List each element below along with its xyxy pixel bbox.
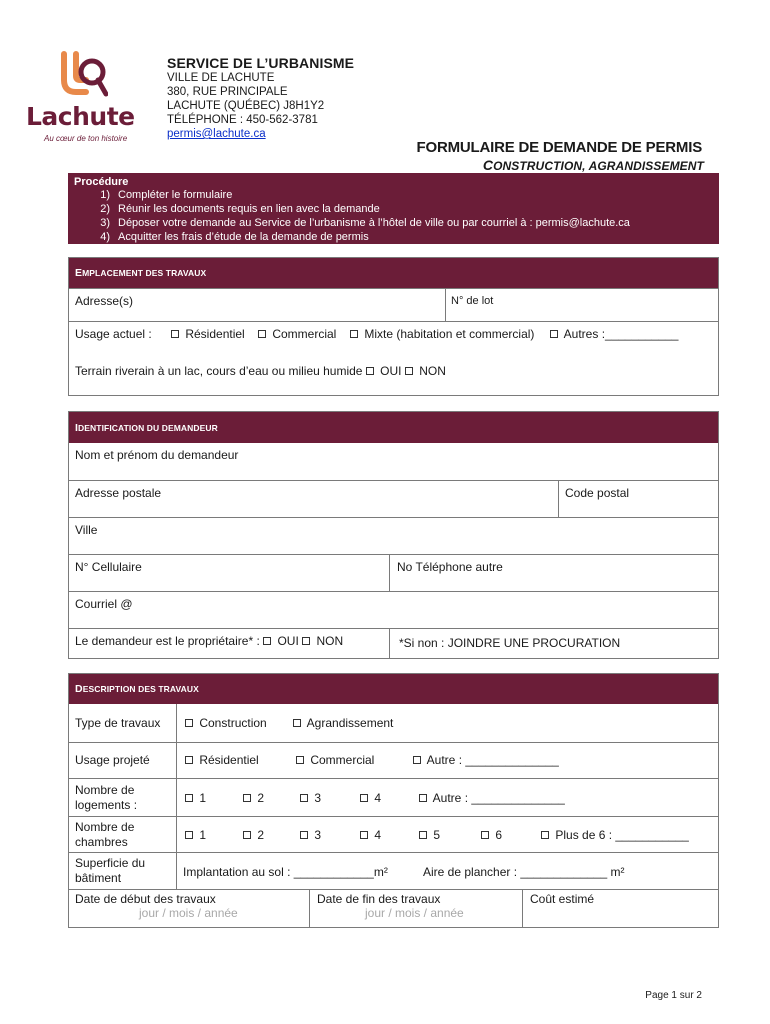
label-line: Nombre de — [75, 783, 135, 797]
bedrooms-label — [75, 820, 134, 850]
dwellings-3-checkbox[interactable] — [300, 791, 321, 805]
type-agrandissement-checkbox[interactable] — [293, 716, 393, 730]
step-number: 1) — [100, 189, 110, 201]
option-label: OUI — [380, 364, 402, 378]
label-line: chambres — [75, 835, 128, 849]
step-text: Acquitter les frais d’étude de la demande de permis — [118, 231, 369, 243]
checkbox-icon — [293, 719, 301, 727]
bedrooms-1-checkbox[interactable] — [185, 828, 206, 842]
section-description — [68, 673, 719, 928]
option-label: OUI — [277, 634, 299, 648]
option-label: Plus de 6 : ___________ — [555, 828, 689, 842]
checkbox-icon — [171, 330, 179, 338]
riverain-yes-checkbox[interactable] — [366, 364, 402, 378]
step-number: 3) — [100, 217, 110, 229]
checkbox-icon — [413, 756, 421, 764]
dwellings-label — [75, 783, 137, 813]
checkbox-icon — [550, 330, 558, 338]
checkbox-icon — [366, 367, 374, 375]
page-number: Page 1 sur 2 — [645, 990, 702, 1001]
option-label: NON — [419, 364, 446, 378]
address-field[interactable]: Adresse(s) — [75, 294, 134, 308]
start-date-label: Date de début des travaux — [75, 892, 216, 906]
section-header-description — [69, 674, 718, 704]
option-label: Autre : ______________ — [426, 753, 559, 767]
option-label: Commercial — [272, 327, 337, 341]
step-text: Réunir les documents requis en lien avec la demande — [118, 203, 380, 215]
row-type — [69, 704, 718, 742]
header-initial: E — [75, 267, 83, 279]
option-label: Mixte (habitation et commercial) — [364, 327, 535, 341]
estimated-cost-field[interactable]: Coût estimé — [530, 892, 595, 906]
ground-area-field[interactable]: Implantation au sol : ____________m² — [183, 865, 388, 879]
cell-phone-field[interactable]: N° Cellulaire — [75, 560, 142, 574]
service-line-street: 380, RUE PRINCIPALE — [167, 86, 288, 98]
procedure-box — [68, 173, 719, 244]
usage-residential-checkbox[interactable] — [171, 327, 245, 341]
checkbox-icon — [185, 756, 193, 764]
service-email-link[interactable]: permis@lachute.ca — [167, 128, 266, 140]
label-line: logements : — [75, 798, 138, 812]
dwellings-other-checkbox[interactable] — [419, 791, 565, 805]
planned-usage-label: Usage projeté — [75, 753, 150, 767]
usage-label: Usage actuel : — [75, 327, 152, 341]
checkbox-icon — [541, 831, 549, 839]
service-info — [167, 55, 354, 141]
owner-no-checkbox[interactable] — [302, 634, 343, 648]
option-label: 4 — [374, 828, 382, 842]
planned-other-checkbox[interactable] — [413, 753, 559, 767]
checkbox-icon — [300, 831, 308, 839]
planned-residential-checkbox[interactable] — [185, 753, 259, 767]
option-label: Autres :___________ — [563, 327, 679, 341]
bedrooms-4-checkbox[interactable] — [360, 828, 381, 842]
checkbox-icon — [302, 637, 310, 645]
header-text: ESCRIPTION DES TRAVAUX — [82, 684, 199, 694]
option-label: 5 — [433, 828, 441, 842]
dwellings-2-checkbox[interactable] — [243, 791, 264, 805]
row-owner — [69, 628, 718, 659]
option-label: NON — [316, 634, 344, 648]
step-number: 4) — [100, 231, 110, 243]
usage-commercial-checkbox[interactable] — [258, 327, 336, 341]
option-label: Commercial — [310, 753, 375, 767]
row-usage — [69, 321, 718, 357]
section-demandeur — [68, 411, 719, 659]
logo-tagline: Au cœur de ton histoire — [44, 134, 128, 143]
checkbox-icon — [296, 756, 304, 764]
label-line: Nombre de — [75, 820, 135, 834]
service-line-phone: TÉLÉPHONE : 450-562-3781 — [167, 114, 318, 126]
end-date-field[interactable]: jour / mois / année — [365, 906, 464, 920]
step-number: 2) — [100, 203, 110, 215]
row-address — [69, 288, 718, 321]
procedure-title: Procédure — [74, 176, 129, 188]
form-subtitle-rest: ONSTRUCTION, AGRANDISSEMENT — [493, 159, 704, 173]
floor-area-field[interactable]: Aire de plancher : _____________ m² — [423, 865, 625, 879]
section-header-demandeur — [69, 412, 718, 443]
procedure-step — [74, 216, 713, 230]
row-chambres — [69, 816, 718, 852]
checkbox-icon — [419, 794, 427, 802]
form-subtitle — [483, 157, 704, 173]
row-postal-address — [69, 480, 718, 517]
header-initial: D — [75, 683, 83, 695]
section-header-emplacement — [69, 258, 718, 288]
owner-note: *Si non : JOINDRE UNE PROCURATION — [399, 636, 621, 650]
service-title: SERVICE DE L’URBANISME — [167, 55, 355, 71]
checkbox-icon — [419, 831, 427, 839]
procedure-step — [74, 188, 713, 202]
row-dates — [69, 889, 718, 928]
option-label: 1 — [199, 828, 207, 842]
type-construction-checkbox[interactable] — [185, 716, 267, 730]
procedure-steps — [74, 188, 713, 244]
option-label: Construction — [199, 716, 267, 730]
header-text: DENTIFICATION DU DEMANDEUR — [78, 422, 218, 433]
checkbox-icon — [258, 330, 266, 338]
start-date-field[interactable]: jour / mois / année — [139, 906, 238, 920]
row-usage-projete — [69, 742, 718, 778]
option-label: 1 — [199, 791, 207, 805]
bedrooms-more-checkbox[interactable] — [541, 828, 689, 842]
bedrooms-6-checkbox[interactable] — [481, 828, 502, 842]
row-riverain — [69, 357, 718, 395]
checkbox-icon — [350, 330, 358, 338]
step-text: Compléter le formulaire — [118, 189, 233, 201]
checkbox-icon — [243, 794, 251, 802]
row-email — [69, 591, 718, 628]
end-date-label: Date de fin des travaux — [317, 892, 441, 906]
checkbox-icon — [300, 794, 308, 802]
row-superficie — [69, 852, 718, 889]
usage-mixed-checkbox[interactable] — [350, 327, 534, 341]
row-logements — [69, 778, 718, 816]
row-city — [69, 517, 718, 554]
bedrooms-5-checkbox[interactable] — [419, 828, 440, 842]
other-phone-field[interactable]: No Téléphone autre — [397, 560, 503, 574]
riverain-no-checkbox[interactable] — [405, 364, 446, 378]
procedure-step — [74, 202, 713, 216]
option-label: Agrandissement — [306, 716, 394, 730]
row-name — [69, 443, 718, 480]
label-line: bâtiment — [75, 871, 122, 885]
postal-code-field[interactable]: Code postal — [565, 486, 630, 500]
form-subtitle-initial: C — [482, 157, 494, 173]
applicant-name-field[interactable]: Nom et prénom du demandeur — [75, 448, 239, 462]
row-phones — [69, 554, 718, 591]
checkbox-icon — [185, 831, 193, 839]
riverain-label: Terrain riverain à un lac, cours d’eau ou milieu humide — [75, 364, 363, 378]
dwellings-4-checkbox[interactable] — [360, 791, 381, 805]
header-text: MPLACEMENT DES TRAVAUX — [82, 268, 207, 278]
option-label: Résidentiel — [185, 327, 245, 341]
option-label: 2 — [257, 791, 265, 805]
owner-yes-checkbox[interactable] — [263, 634, 299, 648]
option-label: 4 — [374, 791, 382, 805]
checkbox-icon — [360, 794, 368, 802]
option-label: 2 — [257, 828, 265, 842]
type-label: Type de travaux — [75, 716, 161, 730]
bedrooms-2-checkbox[interactable] — [243, 828, 264, 842]
step-text: Déposer votre demande au Service de l’urbanisme à l’hôtel de ville ou par courriel à : permis@lachute.ca — [118, 217, 630, 229]
option-label: Autre : ______________ — [432, 791, 565, 805]
lot-number-field[interactable]: N° de lot — [451, 295, 494, 307]
usage-other-checkbox[interactable] — [550, 327, 678, 341]
lachute-logo-icon — [60, 50, 108, 100]
checkbox-icon — [185, 719, 193, 727]
header-initial: I — [75, 421, 79, 434]
checkbox-icon — [360, 831, 368, 839]
checkbox-icon — [405, 367, 413, 375]
label-line: Superficie du — [75, 856, 146, 870]
checkbox-icon — [263, 637, 271, 645]
lachute-logo — [24, 48, 154, 148]
riverain-question — [75, 364, 446, 378]
bedrooms-3-checkbox[interactable] — [300, 828, 321, 842]
planned-commercial-checkbox[interactable] — [296, 753, 374, 767]
email-field[interactable]: Courriel @ — [75, 597, 133, 611]
checkbox-icon — [481, 831, 489, 839]
option-label: 6 — [495, 828, 503, 842]
area-label — [75, 856, 145, 886]
postal-address-field[interactable]: Adresse postale — [75, 486, 162, 500]
option-label: Résidentiel — [199, 753, 259, 767]
form-title: FORMULAIRE DE DEMANDE DE PERMIS — [416, 139, 702, 156]
logo-name: Lachute — [26, 102, 135, 131]
section-emplacement — [68, 257, 719, 396]
option-label: 3 — [314, 828, 322, 842]
dwellings-1-checkbox[interactable] — [185, 791, 206, 805]
service-line-city: VILLE DE LACHUTE — [167, 72, 275, 84]
option-label: 3 — [314, 791, 322, 805]
service-line-postal: LACHUTE (QUÉBEC) J8H1Y2 — [167, 100, 325, 112]
procedure-step — [74, 230, 713, 244]
checkbox-icon — [185, 794, 193, 802]
checkbox-icon — [243, 831, 251, 839]
owner-label: Le demandeur est le propriétaire* : — [75, 634, 260, 648]
owner-question — [75, 634, 343, 648]
city-field[interactable]: Ville — [75, 523, 98, 537]
